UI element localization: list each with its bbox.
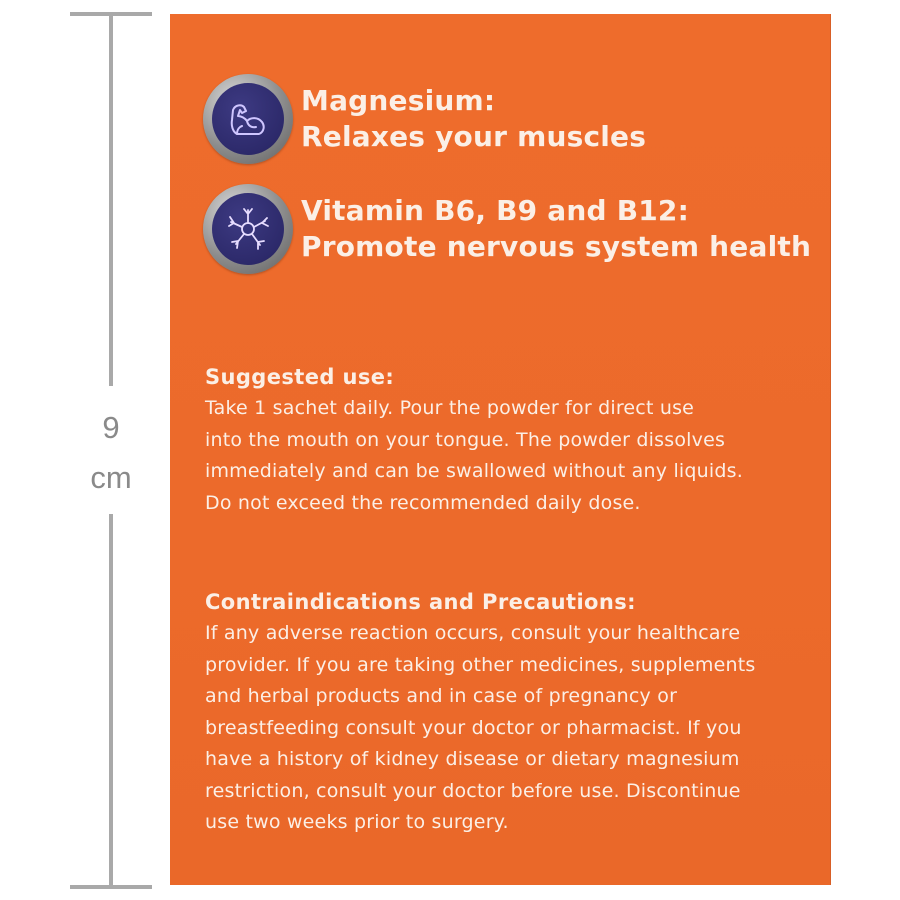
benefit-title: Vitamin B6, B9 and B12: [301, 194, 690, 227]
benefit-title: Magnesium: [301, 84, 496, 117]
benefit-vitamin-b [203, 184, 811, 274]
text-line: restriction, consult your doctor before use. Discontinue [205, 779, 741, 802]
dimension-value: 9 [102, 410, 120, 445]
text-line: use two weeks prior to surgery. [205, 811, 509, 833]
benefit-text [301, 193, 811, 265]
contraindications-section [205, 586, 805, 839]
ruler-bottom-cap [70, 885, 152, 889]
benefit-description: Promote nervous system health [301, 230, 812, 263]
suggested-use-body [205, 393, 805, 519]
neuron-icon [212, 193, 284, 265]
text-line: Take 1 sachet daily. Pour the powder for direct use [205, 397, 695, 419]
text-line: into the mouth on your tongue. The powder dissolves [205, 428, 726, 451]
suggested-use-section [205, 361, 805, 519]
badge-ring [203, 74, 293, 164]
contraindications-heading: Contraindications and Precautions: [205, 590, 636, 614]
text-line: breastfeeding consult your doctor or pharmacist. If you [205, 716, 742, 739]
text-line: have a history of kidney disease or dietary magnesium [205, 748, 740, 770]
badge-ring [203, 184, 293, 274]
benefit-text [301, 83, 646, 155]
suggested-use-heading: Suggested use: [205, 365, 395, 389]
dimension-unit: cm [90, 460, 132, 495]
ruler-line-upper [109, 14, 113, 386]
text-line: and herbal products and in case of pregnancy or [205, 685, 678, 707]
benefit-description: Relaxes your muscles [301, 120, 647, 153]
ruler-line-lower [109, 514, 113, 888]
package-panel [170, 14, 831, 885]
text-line: Do not exceed the recommended daily dose. [205, 491, 641, 514]
text-line: If any adverse reaction occurs, consult your healthcare [205, 622, 741, 644]
contraindications-body [205, 618, 805, 839]
text-line: provider. If you are taking other medicines, supplements [205, 653, 756, 676]
flexed-arm-muscle-icon [212, 83, 284, 155]
text-line: immediately and can be swallowed without any liquids. [205, 460, 743, 482]
benefit-magnesium [203, 74, 646, 164]
